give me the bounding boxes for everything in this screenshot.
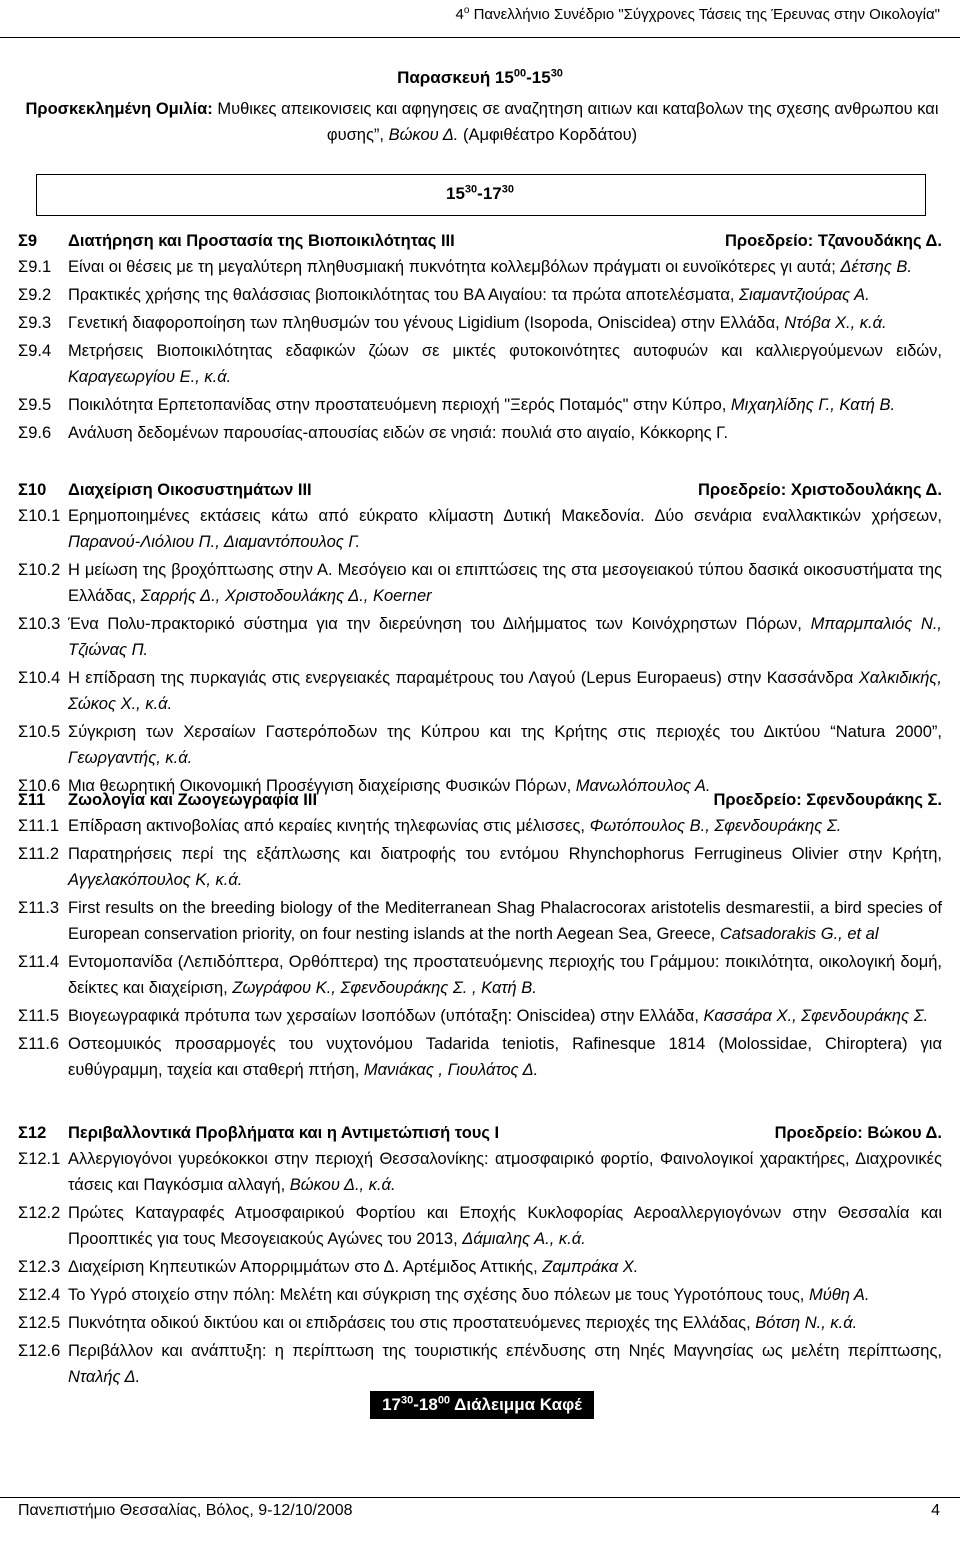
talk-title: Πρώτες Καταγραφές Ατμοσφαιρικού Φορτίου και Εποχής Κυκλοφορίας Αεροαλλεργιογόνων στην Θεσσαλία και Προοπτικές για τους Μεσογειακούς Αγώνες του 2013,	[68, 1204, 942, 1248]
session-title: Διατήρηση και Προστασία της Βιοποικιλότητας ΙΙΙ	[68, 232, 455, 250]
friday-time-title	[0, 68, 960, 88]
invited-label: Προσκεκλημένη Ομιλία:	[25, 100, 213, 118]
talk-code: Σ12.2	[18, 1204, 61, 1222]
talk-title: Πρακτικές χρήσης της θαλάσσιας βιοποικιλότητας του ΒΑ Αιγαίου: τα πρώτα αποτελέσματα,	[68, 286, 740, 304]
header-rule	[0, 37, 960, 38]
talk-text	[68, 1254, 942, 1280]
talk-code: Σ9.4	[18, 342, 52, 360]
talk-text	[68, 282, 942, 308]
talk-authors: Γεωργαντής, κ.ά.	[68, 749, 193, 767]
talk-item	[18, 1254, 942, 1280]
talk-code: Σ10.2	[18, 561, 61, 579]
talk-title: Γενετική διαφοροποίηση των πληθυσμών του γένους Ligidium (Isopoda, Oniscidea) στην Ελλάδα,	[68, 314, 785, 332]
session-title: Διαχείριση Οικοσυστημάτων ΙΙΙ	[68, 481, 312, 499]
talk-item	[18, 254, 942, 280]
talk-authors: Βώκου Δ., κ.ά.	[289, 1176, 396, 1194]
talk-item	[18, 1003, 942, 1029]
talk-code: Σ10.1	[18, 507, 61, 525]
talk-authors: Catsadorakis G., et al	[719, 925, 879, 943]
talk-text	[68, 254, 942, 280]
talk-authors: Μανιάκας , Γιουλάτος Δ.	[363, 1061, 539, 1079]
talk-item	[18, 557, 942, 609]
talk-code: Σ12.5	[18, 1314, 61, 1332]
talk-item	[18, 1200, 942, 1252]
talk-code: Σ11.3	[18, 899, 60, 917]
invited-talk	[18, 96, 946, 148]
session-header	[18, 228, 942, 254]
friday-dash: -15	[526, 68, 551, 87]
talk-authors: Φωτόπουλος Β., Σφενδουράκης Σ.	[589, 817, 842, 835]
talk-code: Σ12.3	[18, 1258, 61, 1276]
talk-text	[68, 1146, 942, 1198]
header-sup: ο	[463, 5, 470, 16]
talk-code: Σ9.1	[18, 258, 52, 276]
session-code: Σ12	[18, 1124, 47, 1142]
talk-title: Ερημοποιημένες εκτάσεις κάτω από εύκρατο κλίμαστη Δυτική Μακεδονία. Δύο σενάρια εναλλακτικών χρήσεων,	[68, 507, 942, 525]
talk-title: Διαχείριση Κηπευτικών Απορριμμάτων στο Δ. Αρτέμιδος Αττικής,	[68, 1258, 543, 1276]
break-label: Διάλειμμα Καφέ	[450, 1395, 582, 1414]
coffee-break-banner	[370, 1391, 594, 1419]
talk-item	[18, 719, 942, 771]
break-a: 17	[382, 1395, 401, 1414]
talk-item	[18, 1031, 942, 1083]
talk-title: Μια θεωρητική Οικονομική Προσέγγιση διαχείρισης Φυσικών Πόρων,	[68, 777, 576, 795]
talk-authors: Μανωλόπουλος Α.	[575, 777, 711, 795]
session-title: Περιβαλλοντικά Προβλήματα και η Αντιμετώπισή τους Ι	[68, 1124, 500, 1142]
talk-text	[68, 1003, 942, 1029]
session-chair: Προεδρείο: Χριστοδουλάκης Δ.	[698, 481, 942, 499]
talk-title: Βιογεωγραφικά πρότυπα των χερσαίων Ισοπόδων (υπόταξη: Oniscidea) στην Ελλάδα,	[68, 1007, 704, 1025]
talk-code: Σ10.5	[18, 723, 61, 741]
talk-code: Σ9.6	[18, 424, 52, 442]
talk-text	[68, 420, 942, 446]
talk-authors: Σιαμαντζιούρας Α.	[739, 286, 870, 304]
break-a-sup: 30	[400, 1394, 414, 1407]
time-b: -17	[477, 184, 502, 203]
talk-text	[68, 895, 942, 947]
talk-item	[18, 338, 942, 390]
talk-authors: Μπαρμπαλιός Ν., Τζιώνας Π.	[68, 615, 942, 659]
session-code: Σ11	[18, 791, 46, 809]
footer-rule	[0, 1497, 960, 1498]
talk-title: Ποικιλότητα Ερπετοπανίδας στην προστατευόμενη περιοχή "Ξερός Ποταμός" στην Κύπρο,	[68, 396, 731, 414]
talk-text	[68, 813, 942, 839]
talk-text	[68, 1338, 942, 1390]
header-text: Πανελλήνιο Συνέδριο "Σύγχρονες Τάσεις της Έρευνας στην Οικολογία"	[469, 6, 940, 23]
invited-text: Μυθικες απεικονισεις και αφηγησεις σε αναζητηση αιτιων και καταβολων της σχεσης ανθρωπου και φυσης”,	[212, 100, 939, 144]
session-code: Σ9	[18, 232, 38, 250]
invited-place: (Αμφιθέατρο Κορδάτου)	[458, 126, 638, 144]
talk-title: First results on the breeding biology of the Mediterranean Shag Phalacrocorax aristotelis desmarestii, a bird species of European conservation priority, on four nesting islands at the north Aegean Sea, Greece,	[68, 899, 942, 943]
talk-item	[18, 611, 942, 663]
talk-text	[68, 338, 942, 390]
session-chair: Προεδρείο: Σφενδουράκης Σ.	[713, 791, 942, 809]
talk-code: Σ9.3	[18, 314, 52, 332]
talk-code: Σ11.6	[18, 1035, 60, 1053]
talk-code: Σ9.5	[18, 396, 52, 414]
break-b: -18	[413, 1395, 438, 1414]
talk-authors: Ζωγράφου Κ., Σφενδουράκης Σ. , Κατή Β.	[232, 979, 537, 997]
talk-item	[18, 895, 942, 947]
talk-authors: Νταλής Δ.	[68, 1368, 141, 1386]
session-code: Σ10	[18, 481, 47, 499]
talk-text	[68, 557, 942, 609]
talk-text	[68, 665, 942, 717]
talk-authors: Ζαμπράκα Χ.	[542, 1258, 639, 1276]
talk-authors: Παρανού-Λιόλιου Π., Διαμαντόπουλος Γ.	[68, 533, 361, 551]
talk-text	[68, 1310, 942, 1336]
talk-code: Σ9.2	[18, 286, 52, 304]
talk-title: Αλλεργιογόνοι γυρεόκοκκοι στην περιοχή Θεσσαλονίκης: ατμοσφαιρικό φορτίο, Φαινολογικοί χαρακτήρες, Διαχρονικές τάσεις και Παγκόσμια αλλαγή,	[68, 1150, 942, 1194]
time-block-title	[0, 184, 960, 204]
talk-item	[18, 665, 942, 717]
talk-text	[68, 392, 942, 418]
talk-text	[68, 1031, 942, 1083]
talk-authors: Μιχαηλίδης Γ., Κατή Β.	[730, 396, 896, 414]
talk-code: Σ10.4	[18, 669, 61, 687]
session-chair: Προεδρείο: Τζανουδάκης Δ.	[725, 232, 942, 250]
invited-author: Βώκου Δ.	[388, 126, 459, 144]
talk-text	[68, 1200, 942, 1252]
talk-item	[18, 1338, 942, 1390]
talk-item	[18, 310, 942, 336]
talk-item	[18, 392, 942, 418]
talk-authors: Δέτσης Β.	[840, 258, 912, 276]
talk-authors: Κασσάρα Χ., Σφενδουράκης Σ.	[703, 1007, 929, 1025]
talk-code: Σ10.3	[18, 615, 61, 633]
talk-title: Παρατηρήσεις περί της εξάπλωσης και διατροφής του εντόμου Rhynchophorus Ferrugineus Olivier στην Κρήτη,	[68, 845, 942, 863]
session-s11	[18, 787, 942, 1085]
talk-code: Σ12.6	[18, 1342, 61, 1360]
talk-authors: Σαρρής Δ., Χριστοδουλάκης Δ., Koerner	[140, 587, 432, 605]
talk-authors: Αγγελακόπουλος Κ, κ.ά.	[68, 871, 243, 889]
friday-t2: 30	[550, 67, 563, 80]
talk-code: Σ11.5	[18, 1007, 60, 1025]
talk-title: Ανάλυση δεδομένων παρουσίας-απουσίας ειδών σε νησιά: πουλιά στο αιγαίο, Κόκκορης Γ.	[68, 424, 729, 442]
time-b-sup: 30	[501, 183, 514, 196]
time-a-sup: 30	[464, 183, 478, 196]
session-s12	[18, 1120, 942, 1392]
talk-authors: Ντόβα Χ., κ.ά.	[784, 314, 887, 332]
talk-authors: Βότση Ν., κ.ά.	[755, 1314, 858, 1332]
talk-item	[18, 841, 942, 893]
talk-text	[68, 1282, 942, 1308]
talk-title: Ένα Πολυ-πρακτορικό σύστημα για την διερεύνηση του Διλήμματος των Κοινόχρηστων Πόρων,	[68, 615, 811, 633]
talk-title: Είναι οι θέσεις με τη μεγαλύτερη πληθυσμιακή πυκνότητα κολλεμβόλων πράγματι οι ευνοϊκότερες γι αυτά;	[68, 258, 841, 276]
talk-item	[18, 1146, 942, 1198]
talk-text	[68, 611, 942, 663]
talk-code: Σ12.1	[18, 1150, 61, 1168]
talk-text	[68, 841, 942, 893]
talk-authors: Χαλκιδικής, Σώκος Χ., κ.ά.	[68, 669, 942, 713]
time-a: 15	[446, 184, 465, 203]
session-s9	[18, 228, 942, 448]
talk-authors: Μύθη Α.	[808, 1286, 870, 1304]
talk-title: Η επίδραση της πυρκαγιάς στις ενεργειακές παραμέτρους του Λαγού (Lepus Europaeus) στην Κασσάνδρα	[68, 669, 859, 687]
talk-item	[18, 813, 942, 839]
talk-item	[18, 282, 942, 308]
session-s10	[18, 477, 942, 801]
header-number: 4	[455, 6, 464, 23]
talk-item	[18, 1282, 942, 1308]
session-chair: Προεδρείο: Βώκου Δ.	[774, 1124, 942, 1142]
page-number: 4	[931, 1502, 940, 1519]
talk-text	[68, 949, 942, 1001]
talk-authors: Δάμιαλης Α., κ.ά.	[462, 1230, 586, 1248]
talk-item	[18, 420, 942, 446]
friday-day: Παρασκευή 15	[397, 68, 514, 87]
talk-code: Σ10.6	[18, 777, 61, 795]
session-title: Ζωολογία και Ζωογεωγραφία ΙΙΙ	[68, 791, 318, 809]
footer-venue: Πανεπιστήμιο Θεσσαλίας, Βόλος, 9-12/10/2008	[18, 1502, 353, 1519]
break-b-sup: 00	[437, 1394, 451, 1407]
talk-authors: Καραγεωργίου Ε., κ.ά.	[68, 368, 232, 386]
talk-text	[68, 719, 942, 771]
talk-code: Σ11.1	[18, 817, 60, 835]
session-header	[18, 787, 942, 813]
talk-item	[18, 503, 942, 555]
talk-title: Επίδραση ακτινοβολίας από κεραίες κινητής τηλεφωνίας στις μέλισσες,	[68, 817, 590, 835]
talk-item	[18, 949, 942, 1001]
talk-code: Σ11.2	[18, 845, 60, 863]
talk-code: Σ12.4	[18, 1286, 61, 1304]
talk-text	[68, 310, 942, 336]
talk-title: Μετρήσεις Βιοποικιλότητας εδαφικών ζώων σε μικτές φυτοκοινότητες αυτοφυών και καλλιεργούμενων ειδών,	[68, 342, 942, 360]
running-header	[456, 5, 941, 23]
talk-title: Περιβάλλον και ανάπτυξη: η περίπτωση της τουριστικής επένδυσης στη Νηές Μαγνησίας ως μελέτη περίπτωσης,	[68, 1342, 942, 1360]
talk-item	[18, 1310, 942, 1336]
talk-title: Πυκνότητα οδικού δικτύου και οι επιδράσεις του στις προστατευόμενες περιοχές της Ελλάδας,	[68, 1314, 756, 1332]
talk-title: Το Υγρό στοιχείο στην πόλη: Μελέτη και σύγκριση της σχέσης δυο πόλεων με τους Υγροτόπους τους,	[68, 1286, 809, 1304]
talk-title: Εντομοπανίδα (Λεπιδόπτερα, Ορθόπτερα) της προστατευόμενης περιοχής του Γράμμου: ποικιλότητα, οικολογική δομή, δείκτες και διαχείριση,	[68, 953, 942, 997]
friday-t1: 00	[513, 67, 527, 80]
talk-title: Οστεομυικός προσαρμογές του νυχτονόμου Tadarida teniotis, Rafinesque 1814 (Molossidae, Chiroptera) για ευθύγραμμη, ταχεία και σταθερή πτήση,	[68, 1035, 942, 1079]
talk-title: Σύγκριση των Χερσαίων Γαστερόποδων της Κύπρου και της Κρήτης στις περιοχές του Δικτύου “Natura 2000”,	[68, 723, 942, 741]
session-header	[18, 1120, 942, 1146]
talk-title: Η μείωση της βροχόπτωσης στην Α. Μεσόγειο και οι επιπτώσεις της στα μεσογειακού τύπου δασικά οικοσυστήματα της Ελλάδας,	[68, 561, 942, 605]
talk-code: Σ11.4	[18, 953, 60, 971]
talk-text	[68, 503, 942, 555]
session-header	[18, 477, 942, 503]
